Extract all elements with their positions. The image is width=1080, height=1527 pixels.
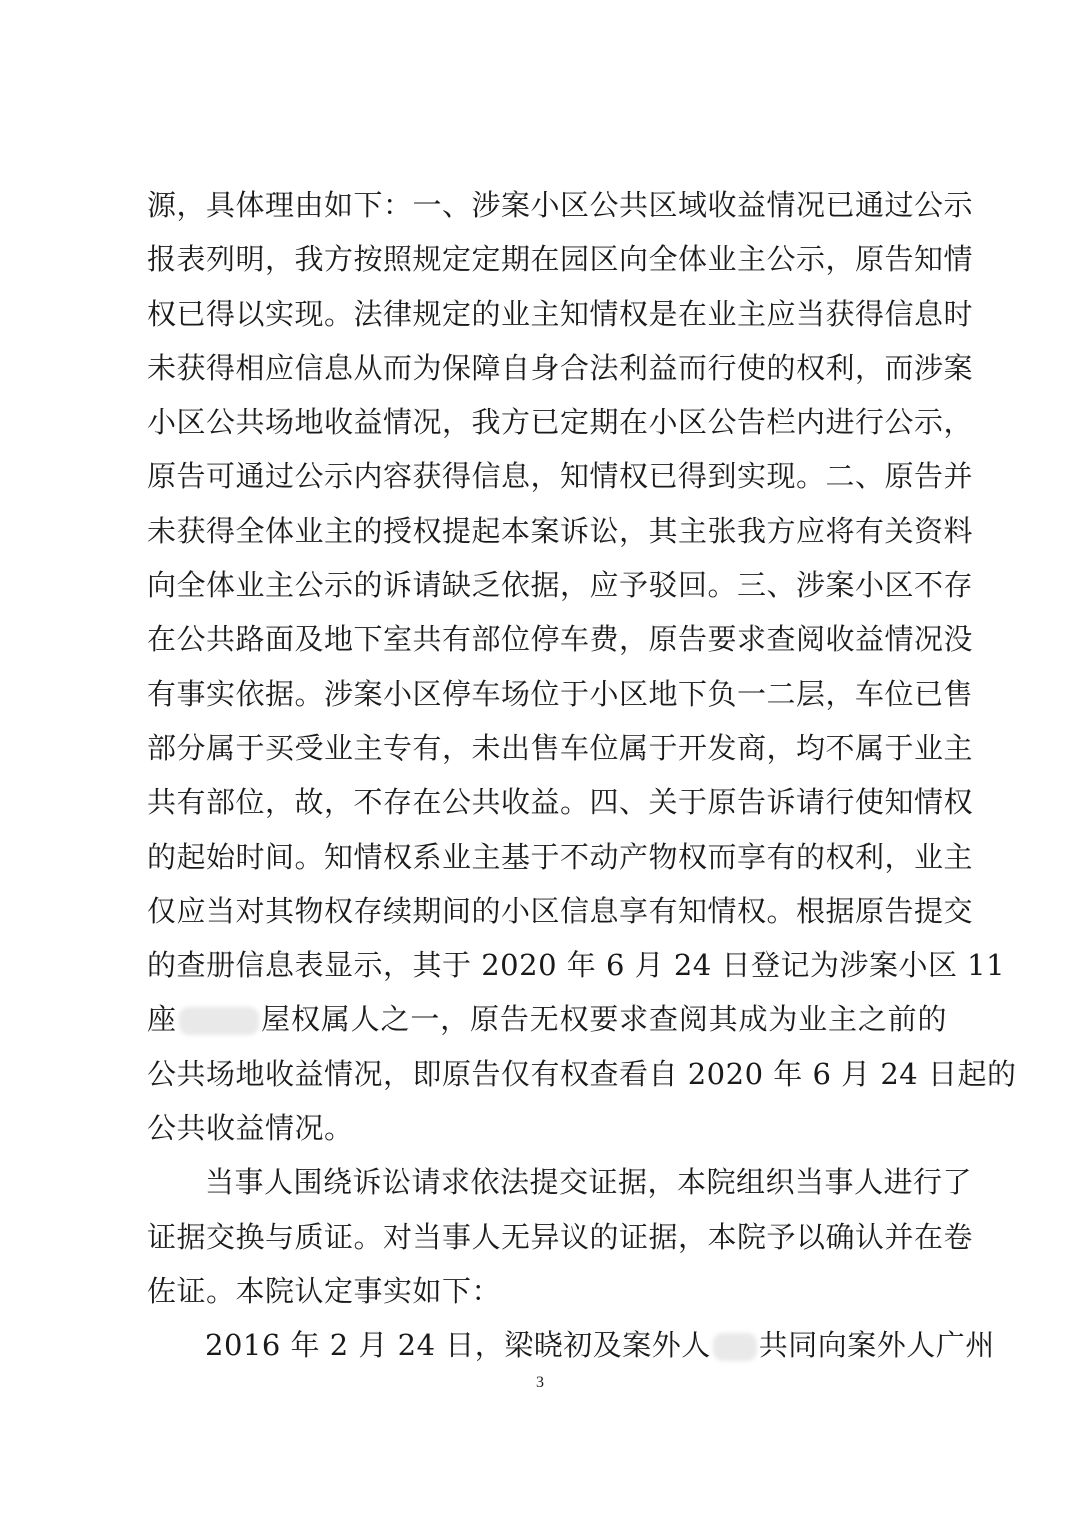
text-line: 仅应当对其物权存续期间的小区信息享有知情权。根据原告提交 (147, 893, 974, 928)
redacted-address (179, 1007, 259, 1035)
text-line: 权已得以实现。法律规定的业主知情权是在业主应当获得信息时 (147, 296, 974, 331)
text-line: 未获得相应信息从而为保障自身合法利益而行使的权利，而涉案 (147, 350, 974, 385)
text-line: 有事实依据。涉案小区停车场位于小区地下负一二层，车位已售 (147, 676, 974, 711)
text-line: 原告可通过公示内容获得信息，知情权已得到实现。二、原告并 (147, 459, 974, 494)
paragraph-line: 佐证。本院认定事实如下： (147, 1273, 502, 1308)
text-line: 部分属于买受业主专有，未出售车位属于开发商，均不属于业主 (147, 730, 974, 765)
text-segment: 屋权属人之一，原告无权要求查阅其成为业主之前的 (260, 1002, 947, 1037)
text-line: 小区公共场地收益情况，我方已定期在小区公告栏内进行公示， (147, 405, 974, 440)
text-line: 公共场地收益情况，即原告仅有权查看自 2020 年 6 月 24 日起的 (147, 1056, 1017, 1091)
body-text (147, 178, 1017, 1373)
text-segment: 座 (147, 1002, 177, 1037)
text-line: 未获得全体业主的授权提起本案诉讼，其主张我方应将有关资料 (147, 513, 974, 548)
text-line: 向全体业主公示的诉请缺乏依据，应予驳回。三、涉案小区不存 (147, 568, 974, 603)
text-line-with-redaction (147, 1318, 995, 1372)
text-line-with-redaction (147, 992, 947, 1046)
redacted-name (713, 1333, 757, 1361)
text-line: 公共收益情况。 (147, 1111, 354, 1146)
paragraph-line: 当事人围绕诉讼请求依法提交证据，本院组织当事人进行了 (205, 1165, 973, 1200)
text-line: 共有部位，故，不存在公共收益。四、关于原告诉请行使知情权 (147, 785, 974, 820)
text-line: 的查册信息表显示，其于 2020 年 6 月 24 日登记为涉案小区 11 (147, 948, 1006, 983)
text-line: 在公共路面及地下室共有部位停车费，原告要求查阅收益情况没 (147, 622, 974, 657)
text-line: 源，具体理由如下：一、涉案小区公共区域收益情况已通过公示 (147, 188, 974, 222)
text-segment: 2016 年 2 月 24 日，梁晓初及案外人 (205, 1328, 711, 1363)
text-segment: 共同向案外人广州 (758, 1328, 995, 1363)
text-line: 报表列明，我方按照规定定期在园区向全体业主公示，原告知情 (147, 242, 974, 277)
text-line: 的起始时间。知情权系业主基于不动产物权而享有的权利，业主 (147, 839, 974, 874)
paragraph-line: 证据交换与质证。对当事人无异议的证据，本院予以确认并在卷 (147, 1219, 974, 1254)
page-number: 3 (536, 1374, 544, 1391)
